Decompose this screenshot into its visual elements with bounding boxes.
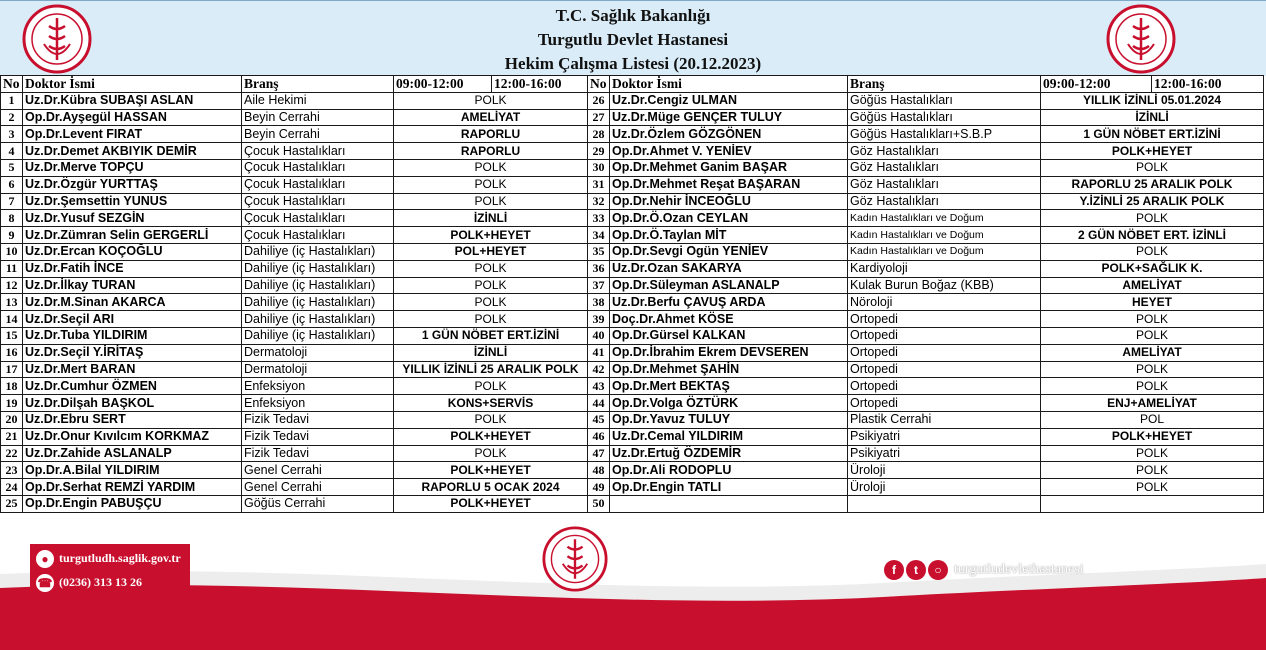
duty-status: POLK+HEYET	[1041, 143, 1264, 160]
facebook-icon[interactable]: f	[884, 560, 904, 580]
duty-status: İZİNLİ	[394, 344, 588, 361]
row-number: 32	[588, 193, 610, 210]
table-row	[1, 159, 1264, 176]
row-number: 40	[588, 327, 610, 344]
row-number: 44	[588, 395, 610, 412]
branch-name: Fizik Tedavi	[242, 411, 394, 428]
doctor-name: Uz.Dr.Dilşah BAŞKOL	[23, 395, 242, 412]
doctor-name: Uz.Dr.İlkay TURAN	[23, 277, 242, 294]
row-number: 9	[1, 227, 23, 244]
duty-status: POLK	[394, 411, 588, 428]
branch-name: Enfeksiyon	[242, 378, 394, 395]
row-number: 3	[1, 126, 23, 143]
list-title: Hekim Çalışma Listesi (20.12.2023)	[504, 54, 762, 73]
doctor-name: Uz.Dr.Kübra SUBAŞI ASLAN	[23, 92, 242, 109]
table-row	[1, 445, 1264, 462]
branch-name: Beyin Cerrahi	[242, 109, 394, 126]
duty-status: POLK	[394, 378, 588, 395]
branch-name: Göğüs Cerrahi	[242, 495, 394, 512]
table-row	[1, 361, 1264, 378]
row-number: 11	[1, 260, 23, 277]
row-number: 26	[588, 92, 610, 109]
duty-status: İZİNLİ	[1041, 109, 1264, 126]
doctor-name: Op.Dr.Gürsel KALKAN	[610, 327, 848, 344]
doctor-name: Uz.Dr.M.Sinan AKARCA	[23, 294, 242, 311]
branch-name: Çocuk Hastalıkları	[242, 193, 394, 210]
branch-name: Kadın Hastalıkları ve Doğum	[848, 210, 1041, 227]
website-line[interactable]	[36, 548, 181, 568]
branch-name: Dahiliye (iç Hastalıkları)	[242, 327, 394, 344]
row-number: 2	[1, 109, 23, 126]
doctor-name	[610, 495, 848, 512]
table-row	[1, 479, 1264, 496]
branch-name: Çocuk Hastalıkları	[242, 176, 394, 193]
row-number: 33	[588, 210, 610, 227]
row-number: 48	[588, 462, 610, 479]
table-row	[1, 294, 1264, 311]
doctor-name: Op.Dr.Engin PABUŞÇU	[23, 495, 242, 512]
doctor-name: Uz.Dr.Cengiz ULMAN	[610, 92, 848, 109]
doctor-name: Uz.Dr.Zahide ASLANALP	[23, 445, 242, 462]
duty-status	[1041, 495, 1264, 512]
row-number: 27	[588, 109, 610, 126]
social-handle[interactable]: turgutludevlethastanesi	[954, 562, 1084, 577]
row-number: 35	[588, 243, 610, 260]
doctor-name: Uz.Dr.Onur Kıvılcım KORKMAZ	[23, 428, 242, 445]
doctor-name: Op.Dr.Ö.Taylan MİT	[610, 227, 848, 244]
duty-status: POLK	[394, 277, 588, 294]
branch-name: Çocuk Hastalıkları	[242, 143, 394, 160]
doctor-name: Uz.Dr.Ertuğ ÖZDEMİR	[610, 445, 848, 462]
branch-name: Göğüs Hastalıkları+S.B.P	[848, 126, 1041, 143]
duty-status: POLK	[394, 92, 588, 109]
branch-name: Kadın Hastalıkları ve Doğum	[848, 227, 1041, 244]
branch-name: Dermatoloji	[242, 344, 394, 361]
table-row	[1, 143, 1264, 160]
doctor-name: Op.Dr.Levent FIRAT	[23, 126, 242, 143]
contact-box	[30, 544, 190, 594]
doctor-name: Uz.Dr.Mert BARAN	[23, 361, 242, 378]
doctor-name: Op.Dr.Nehir İNCEOĞLU	[610, 193, 848, 210]
doctor-name: Op.Dr.Sevgi Ogün YENİEV	[610, 243, 848, 260]
branch-name: Psikiyatri	[848, 445, 1041, 462]
footer	[0, 530, 1266, 650]
branch-name: Çocuk Hastalıkları	[242, 159, 394, 176]
col-morning: 09:00-12:00	[1041, 76, 1152, 93]
row-number: 50	[588, 495, 610, 512]
doctor-name: Op.Dr.Ayşegül HASSAN	[23, 109, 242, 126]
duty-status: POLK	[394, 260, 588, 277]
table-row	[1, 92, 1264, 109]
branch-name	[848, 495, 1041, 512]
header	[0, 0, 1266, 76]
doctor-name: Uz.Dr.Seçil Y.İRİTAŞ	[23, 344, 242, 361]
table-row	[1, 277, 1264, 294]
table-row	[1, 126, 1264, 143]
table-row	[1, 227, 1264, 244]
branch-name: Nöroloji	[848, 294, 1041, 311]
row-number: 10	[1, 243, 23, 260]
col-no: No	[1, 76, 23, 93]
row-number: 23	[1, 462, 23, 479]
row-number: 30	[588, 159, 610, 176]
doctor-name: Op.Dr.İbrahim Ekrem DEVSEREN	[610, 344, 848, 361]
phone-icon: ☎	[37, 576, 53, 591]
social-links	[884, 560, 1084, 582]
row-number: 17	[1, 361, 23, 378]
duty-status: POLK+SAĞLIK K.	[1041, 260, 1264, 277]
duty-status: POL	[1041, 411, 1264, 428]
doctor-name: Uz.Dr.Fatih İNCE	[23, 260, 242, 277]
globe-icon: ●	[36, 550, 54, 568]
duty-status: POLK	[394, 294, 588, 311]
duty-status: POLK	[1041, 311, 1264, 328]
table-row	[1, 344, 1264, 361]
branch-name: Dermatoloji	[242, 361, 394, 378]
branch-name: Kadın Hastalıkları ve Doğum	[848, 243, 1041, 260]
doctor-name: Op.Dr.Süleyman ASLANALP	[610, 277, 848, 294]
phone-line[interactable]	[36, 572, 142, 592]
table-row	[1, 462, 1264, 479]
col-no: No	[588, 76, 610, 93]
row-number: 41	[588, 344, 610, 361]
branch-name: Aile Hekimi	[242, 92, 394, 109]
twitter-icon[interactable]: t	[906, 560, 926, 580]
branch-name: Dahiliye (iç Hastalıkları)	[242, 294, 394, 311]
table-row	[1, 260, 1264, 277]
doctor-name: Uz.Dr.Şemsettin YUNUS	[23, 193, 242, 210]
doctor-name: Uz.Dr.Özgür YURTTAŞ	[23, 176, 242, 193]
doctor-name: Op.Dr.Serhat REMZİ YARDIM	[23, 479, 242, 496]
duty-status: POLK	[1041, 479, 1264, 496]
duty-status: YILLIK İZİNLİ 25 ARALIK POLK	[394, 361, 588, 378]
doctor-name: Uz.Dr.Ercan KOÇOĞLU	[23, 243, 242, 260]
branch-name: Göz Hastalıkları	[848, 193, 1041, 210]
doctor-name: Op.Dr.Yavuz TULUY	[610, 411, 848, 428]
branch-name: Göz Hastalıkları	[848, 159, 1041, 176]
duty-status: POLK	[1041, 210, 1264, 227]
duty-status: POL+HEYET	[394, 243, 588, 260]
duty-status: RAPORLU	[394, 126, 588, 143]
row-number: 5	[1, 159, 23, 176]
row-number: 45	[588, 411, 610, 428]
doctor-name: Uz.Dr.Merve TOPÇU	[23, 159, 242, 176]
duty-status: POLK	[1041, 445, 1264, 462]
duty-status: POLK+HEYET	[394, 227, 588, 244]
doctor-name: Uz.Dr.Zümran Selin GERGERLİ	[23, 227, 242, 244]
table-row	[1, 378, 1264, 395]
row-number: 21	[1, 428, 23, 445]
doctor-name: Uz.Dr.Yusuf SEZGİN	[23, 210, 242, 227]
row-number: 43	[588, 378, 610, 395]
duty-status: POLK+HEYET	[1041, 428, 1264, 445]
branch-name: Göğüs Hastalıkları	[848, 92, 1041, 109]
doctor-name: Op.Dr.Ahmet V. YENİEV	[610, 143, 848, 160]
branch-name: Genel Cerrahi	[242, 479, 394, 496]
phone-text: (0236) 313 13 26	[59, 575, 142, 589]
row-number: 28	[588, 126, 610, 143]
row-number: 34	[588, 227, 610, 244]
duty-status: POLK	[1041, 159, 1264, 176]
doctor-name: Uz.Dr.Müge GENÇER TULUY	[610, 109, 848, 126]
row-number: 37	[588, 277, 610, 294]
branch-name: Plastik Cerrahi	[848, 411, 1041, 428]
duty-status: 2 GÜN NÖBET ERT. İZİNLİ	[1041, 227, 1264, 244]
duty-status: RAPORLU	[394, 143, 588, 160]
duty-status: POLK	[1041, 361, 1264, 378]
doctor-name: Uz.Dr.Berfu ÇAVUŞ ARDA	[610, 294, 848, 311]
table-row	[1, 210, 1264, 227]
row-number: 25	[1, 495, 23, 512]
duty-status: POLK	[394, 311, 588, 328]
branch-name: Çocuk Hastalıkları	[242, 227, 394, 244]
branch-name: Genel Cerrahi	[242, 462, 394, 479]
doctor-name: Uz.Dr.Seçil ARI	[23, 311, 242, 328]
row-number: 12	[1, 277, 23, 294]
doctor-name: Uz.Dr.Tuba YILDIRIM	[23, 327, 242, 344]
duty-status: POLK+HEYET	[394, 462, 588, 479]
table-row	[1, 176, 1264, 193]
branch-name: Ortopedi	[848, 327, 1041, 344]
branch-name: Kulak Burun Boğaz (KBB)	[848, 277, 1041, 294]
doctor-name: Uz.Dr.Cemal YILDIRIM	[610, 428, 848, 445]
table-row	[1, 109, 1264, 126]
branch-name: Ortopedi	[848, 344, 1041, 361]
duty-status: POLK	[1041, 243, 1264, 260]
row-number: 42	[588, 361, 610, 378]
doctor-name: Uz.Dr.Demet AKBIYIK DEMİR	[23, 143, 242, 160]
branch-name: Göz Hastalıkları	[848, 176, 1041, 193]
doctor-name: Op.Dr.A.Bilal YILDIRIM	[23, 462, 242, 479]
doctor-name: Op.Dr.Engin TATLI	[610, 479, 848, 496]
branch-name: Göz Hastalıkları	[848, 143, 1041, 160]
duty-status: Y.İZİNLİ 25 ARALIK POLK	[1041, 193, 1264, 210]
duty-status: POLK	[1041, 378, 1264, 395]
branch-name: Fizik Tedavi	[242, 445, 394, 462]
row-number: 1	[1, 92, 23, 109]
branch-name: Çocuk Hastalıkları	[242, 210, 394, 227]
row-number: 14	[1, 311, 23, 328]
duty-status: AMELİYAT	[394, 109, 588, 126]
duty-status: POLK+HEYET	[394, 495, 588, 512]
col-doctor: Doktor İsmi	[610, 76, 848, 93]
col-doctor: Doktor İsmi	[23, 76, 242, 93]
row-number: 47	[588, 445, 610, 462]
table-row	[1, 193, 1264, 210]
branch-name: Göğüs Hastalıkları	[848, 109, 1041, 126]
col-branch: Branş	[848, 76, 1041, 93]
row-number: 46	[588, 428, 610, 445]
row-number: 15	[1, 327, 23, 344]
branch-name: Fizik Tedavi	[242, 428, 394, 445]
schedule-table	[0, 75, 1264, 513]
branch-name: Beyin Cerrahi	[242, 126, 394, 143]
branch-name: Dahiliye (iç Hastalıkları)	[242, 260, 394, 277]
table-row	[1, 243, 1264, 260]
branch-name: Dahiliye (iç Hastalıkları)	[242, 243, 394, 260]
row-number: 6	[1, 176, 23, 193]
hospital-title: Turgutlu Devlet Hastanesi	[537, 30, 729, 49]
ministry-title: T.C. Sağlık Bakanlığı	[555, 6, 711, 25]
duty-status: POLK	[1041, 462, 1264, 479]
duty-status: POLK	[1041, 327, 1264, 344]
duty-status: POLK	[394, 159, 588, 176]
row-number: 18	[1, 378, 23, 395]
ministry-logo-right	[1106, 4, 1176, 74]
doctor-name: Op.Dr.Volga ÖZTÜRK	[610, 395, 848, 412]
branch-name: Dahiliye (iç Hastalıkları)	[242, 311, 394, 328]
col-afternoon: 12:00-16:00	[492, 76, 588, 93]
doctor-name: Uz.Dr.Ebru SERT	[23, 411, 242, 428]
row-number: 38	[588, 294, 610, 311]
table-row	[1, 495, 1264, 512]
duty-status: KONS+SERVİS	[394, 395, 588, 412]
table-row	[1, 311, 1264, 328]
doctor-name: Op.Dr.Mehmet ŞAHİN	[610, 361, 848, 378]
row-number: 19	[1, 395, 23, 412]
doctor-name: Op.Dr.Mehmet Ganim BAŞAR	[610, 159, 848, 176]
table-row	[1, 395, 1264, 412]
table-row	[1, 411, 1264, 428]
doctor-name: Uz.Dr.Ozan SAKARYA	[610, 260, 848, 277]
website-text: turgutludh.saglik.gov.tr	[59, 551, 181, 565]
duty-status: POLK	[394, 176, 588, 193]
branch-name: Psikiyatri	[848, 428, 1041, 445]
duty-status: POLK	[394, 445, 588, 462]
doctor-name: Uz.Dr.Cumhur ÖZMEN	[23, 378, 242, 395]
branch-name: Enfeksiyon	[242, 395, 394, 412]
row-number: 13	[1, 294, 23, 311]
row-number: 39	[588, 311, 610, 328]
duty-status: AMELİYAT	[1041, 344, 1264, 361]
row-number: 24	[1, 479, 23, 496]
row-number: 20	[1, 411, 23, 428]
branch-name: Ortopedi	[848, 311, 1041, 328]
instagram-icon[interactable]: ○	[928, 560, 948, 580]
duty-status: RAPORLU 5 OCAK 2024	[394, 479, 588, 496]
row-number: 31	[588, 176, 610, 193]
duty-status: HEYET	[1041, 294, 1264, 311]
duty-status: YILLIK İZİNLİ 05.01.2024	[1041, 92, 1264, 109]
doctor-name: Op.Dr.Ali RODOPLU	[610, 462, 848, 479]
duty-status: AMELİYAT	[1041, 277, 1264, 294]
row-number: 49	[588, 479, 610, 496]
branch-name: Ortopedi	[848, 378, 1041, 395]
branch-name: Ortopedi	[848, 361, 1041, 378]
row-number: 29	[588, 143, 610, 160]
doctor-name: Op.Dr.Ö.Ozan CEYLAN	[610, 210, 848, 227]
branch-name: Ortopedi	[848, 395, 1041, 412]
table-header-row	[1, 76, 1264, 93]
ministry-logo-center	[542, 526, 608, 592]
duty-status: RAPORLU 25 ARALIK POLK	[1041, 176, 1264, 193]
branch-name: Kardiyoloji	[848, 260, 1041, 277]
branch-name: Üroloji	[848, 479, 1041, 496]
duty-status: POLK+HEYET	[394, 428, 588, 445]
duty-status: İZİNLİ	[394, 210, 588, 227]
duty-status: POLK	[394, 193, 588, 210]
branch-name: Dahiliye (iç Hastalıkları)	[242, 277, 394, 294]
duty-status: ENJ+AMELİYAT	[1041, 395, 1264, 412]
row-number: 8	[1, 210, 23, 227]
row-number: 22	[1, 445, 23, 462]
col-afternoon: 12:00-16:00	[1152, 76, 1264, 93]
row-number: 4	[1, 143, 23, 160]
row-number: 7	[1, 193, 23, 210]
col-branch: Branş	[242, 76, 394, 93]
table-row	[1, 327, 1264, 344]
col-morning: 09:00-12:00	[394, 76, 492, 93]
duty-status: 1 GÜN NÖBET ERT.İZİNİ	[394, 327, 588, 344]
doctor-name: Uz.Dr.Özlem GÖZGÖNEN	[610, 126, 848, 143]
doctor-name: Op.Dr.Mehmet Reşat BAŞARAN	[610, 176, 848, 193]
doctor-name: Doç.Dr.Ahmet KÖSE	[610, 311, 848, 328]
row-number: 16	[1, 344, 23, 361]
branch-name: Üroloji	[848, 462, 1041, 479]
doctor-name: Op.Dr.Mert BEKTAŞ	[610, 378, 848, 395]
row-number: 36	[588, 260, 610, 277]
duty-status: 1 GÜN NÖBET ERT.İZİNİ	[1041, 126, 1264, 143]
table-row	[1, 428, 1264, 445]
